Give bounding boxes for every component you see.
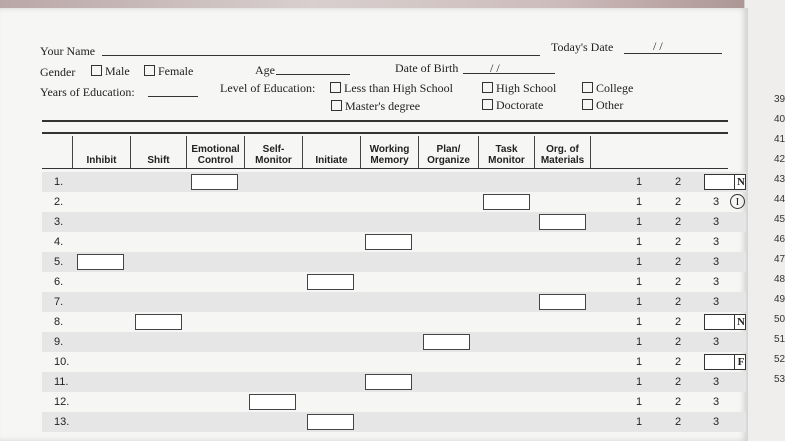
- table-row: [42, 292, 746, 312]
- score-option-3[interactable]: 3: [713, 216, 720, 228]
- scale-box: [307, 274, 354, 290]
- row-number: 7.: [54, 296, 64, 308]
- next-page-row-number: 44: [774, 194, 785, 205]
- score-option-1[interactable]: 1: [636, 356, 643, 368]
- level-edu-label: Level of Education:: [220, 81, 316, 95]
- your-name-field[interactable]: [102, 55, 540, 56]
- row-number: 13.: [54, 416, 70, 428]
- score-option-1[interactable]: 1: [636, 376, 643, 388]
- row-number: 2.: [54, 196, 64, 208]
- column-header: Shift: [130, 136, 186, 168]
- table-row: [42, 252, 746, 272]
- dob-slashes: / /: [490, 61, 500, 75]
- score-option-1[interactable]: 1: [636, 396, 643, 408]
- score-option-3[interactable]: 3: [713, 256, 720, 268]
- score-option-2[interactable]: 2: [675, 176, 682, 188]
- scale-box: [483, 194, 530, 210]
- table-header-bottom-rule: [42, 168, 728, 169]
- score-option-1[interactable]: 1: [636, 316, 643, 328]
- next-page-row-number: 47: [774, 254, 785, 265]
- score-option-3[interactable]: 3: [713, 396, 720, 408]
- scale-box: [423, 334, 470, 350]
- column-header: Emotional Control: [186, 136, 244, 168]
- score-option-1[interactable]: 1: [636, 276, 643, 288]
- next-page-row-number: 53: [774, 374, 785, 385]
- years-edu-label: Years of Education:: [40, 85, 135, 99]
- column-header: Working Memory: [360, 136, 418, 168]
- row-number: 8.: [54, 316, 64, 328]
- next-page-row-number: 50: [774, 314, 785, 325]
- scale-box: [135, 314, 182, 330]
- masters-option[interactable]: Master's degree: [331, 99, 420, 114]
- table-row: [42, 272, 746, 292]
- score-option-3[interactable]: 3: [713, 276, 720, 288]
- score-option-3[interactable]: 3: [713, 196, 720, 208]
- scale-box: [365, 374, 412, 390]
- next-page-row-number: 40: [774, 114, 785, 125]
- item-tag: [704, 314, 746, 330]
- table-row: [42, 192, 746, 212]
- gender-label: Gender: [40, 65, 76, 79]
- todays-date-field[interactable]: [624, 53, 722, 54]
- score-option-1[interactable]: 1: [636, 176, 643, 188]
- scale-box: [365, 234, 412, 250]
- high-school-option[interactable]: High School: [482, 81, 556, 96]
- doctorate-option[interactable]: Doctorate: [482, 98, 543, 113]
- column-header: Initiate: [302, 136, 360, 168]
- scale-box: [539, 294, 586, 310]
- row-number: 11.: [54, 376, 69, 388]
- todays-date-label: Today's Date: [551, 40, 614, 54]
- other-checkbox[interactable]: [582, 99, 593, 110]
- male-option[interactable]: Male: [91, 64, 130, 79]
- less-than-hs-checkbox[interactable]: [330, 82, 341, 93]
- column-header: Inhibit: [72, 136, 130, 168]
- row-number: 10.: [54, 356, 70, 368]
- masters-checkbox[interactable]: [331, 100, 342, 111]
- score-option-2[interactable]: 2: [675, 356, 682, 368]
- column-header: Task Monitor: [478, 136, 534, 168]
- age-field[interactable]: [276, 74, 350, 75]
- score-option-2[interactable]: 2: [675, 376, 682, 388]
- less-than-hs-option[interactable]: Less than High School: [330, 81, 453, 96]
- score-option-2[interactable]: 2: [675, 296, 682, 308]
- next-page-row-number: 39: [774, 94, 785, 105]
- score-option-2[interactable]: 2: [675, 236, 682, 248]
- item-tag: [704, 354, 746, 370]
- your-name-label: Your Name: [40, 44, 96, 58]
- male-checkbox[interactable]: [91, 65, 102, 76]
- score-option-1[interactable]: 1: [636, 296, 643, 308]
- item-tag-letter: F: [734, 355, 747, 369]
- score-option-2[interactable]: 2: [675, 276, 682, 288]
- row-number: 3.: [54, 216, 64, 228]
- score-option-1[interactable]: 1: [636, 416, 643, 428]
- table-row: [42, 352, 746, 372]
- column-header: Org. of Materials: [534, 136, 590, 168]
- dob-label: Date of Birth: [395, 61, 459, 75]
- score-option-1[interactable]: 1: [636, 336, 643, 348]
- column-divider: [590, 136, 591, 168]
- column-header: Self-Monitor: [244, 136, 302, 168]
- age-label: Age: [255, 63, 275, 77]
- table-top-rule: [42, 132, 728, 134]
- high-school-checkbox[interactable]: [482, 82, 493, 93]
- score-option-2[interactable]: 2: [675, 316, 682, 328]
- next-page-row-number: 42: [774, 154, 785, 165]
- female-checkbox[interactable]: [144, 65, 155, 76]
- row-number: 5.: [54, 256, 64, 268]
- item-tag-letter: N: [734, 175, 747, 189]
- years-edu-field[interactable]: [148, 96, 198, 97]
- score-option-2[interactable]: 2: [675, 256, 682, 268]
- score-option-3[interactable]: 3: [713, 336, 720, 348]
- item-tag-circle: I: [730, 194, 745, 209]
- scale-box: [191, 174, 238, 190]
- score-option-1[interactable]: 1: [636, 256, 643, 268]
- doctorate-checkbox[interactable]: [482, 99, 493, 110]
- other-option[interactable]: Other: [582, 98, 623, 113]
- next-page-row-number: 46: [774, 234, 785, 245]
- row-number: 9.: [54, 336, 64, 348]
- header-divider: [42, 120, 728, 122]
- college-checkbox[interactable]: [582, 82, 593, 93]
- scale-box: [77, 254, 124, 270]
- next-page-row-number: 45: [774, 214, 785, 225]
- score-option-2[interactable]: 2: [675, 196, 682, 208]
- table-row: [42, 332, 746, 352]
- next-page-row-number: 41: [774, 134, 785, 145]
- column-header: Plan/ Organize: [418, 136, 478, 168]
- score-option-3[interactable]: 3: [713, 236, 720, 248]
- item-tag-letter: N: [734, 315, 747, 329]
- scale-box: [539, 214, 586, 230]
- score-option-3[interactable]: 3: [713, 376, 720, 388]
- score-option-3[interactable]: 3: [713, 416, 720, 428]
- table-row: [42, 172, 746, 192]
- next-page-row-number: 49: [774, 294, 785, 305]
- female-option[interactable]: Female: [144, 64, 193, 79]
- score-option-3[interactable]: 3: [713, 296, 720, 308]
- score-option-1[interactable]: 1: [636, 196, 643, 208]
- scale-box: [307, 414, 354, 430]
- table-row: [42, 312, 746, 332]
- next-page-row-number: 52: [774, 354, 785, 365]
- item-tag: [704, 174, 746, 190]
- table-row: [42, 392, 746, 412]
- scale-box: [249, 394, 296, 410]
- score-option-1[interactable]: 1: [636, 216, 643, 228]
- dob-field[interactable]: [463, 73, 555, 74]
- table-row: [42, 372, 746, 392]
- next-page-row-number: 48: [774, 274, 785, 285]
- table-row: [42, 232, 746, 252]
- score-option-2[interactable]: 2: [675, 396, 682, 408]
- row-number: 6.: [54, 276, 64, 288]
- score-option-2[interactable]: 2: [675, 416, 682, 428]
- table-row: [42, 212, 746, 232]
- todays-date-slashes: / /: [653, 39, 663, 53]
- score-option-2[interactable]: 2: [675, 336, 682, 348]
- next-page-row-number: 51: [774, 334, 785, 345]
- table-row: [42, 412, 746, 432]
- score-option-2[interactable]: 2: [675, 216, 682, 228]
- row-number: 4.: [54, 236, 64, 248]
- score-option-1[interactable]: 1: [636, 236, 643, 248]
- next-page-row-number: 43: [774, 174, 785, 185]
- row-number: 12.: [54, 396, 70, 408]
- row-number: 1.: [54, 176, 64, 188]
- college-option[interactable]: College: [582, 81, 633, 96]
